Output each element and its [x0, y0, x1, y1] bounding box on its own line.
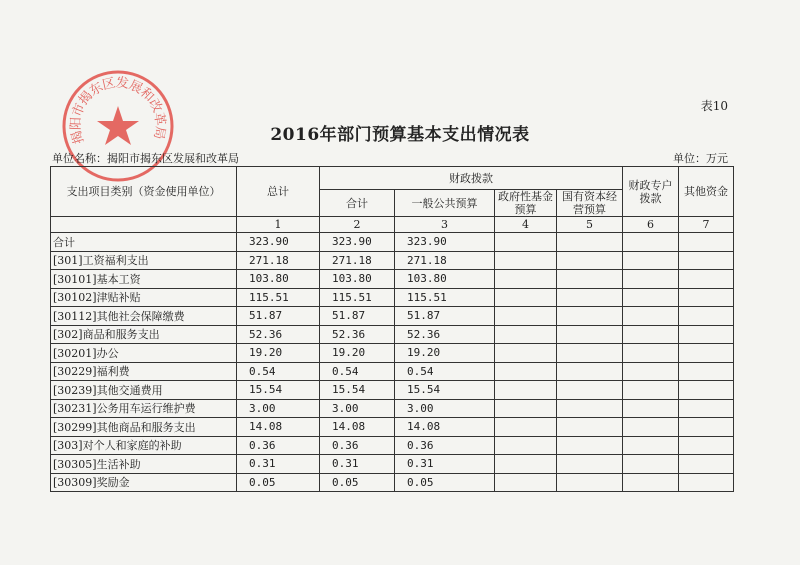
row-subtotal-cell: 0.36 [320, 436, 395, 455]
row-gov-fund-cell [495, 251, 557, 270]
page-title: 2016年部门预算基本支出情况表 [270, 125, 530, 145]
row-special-cell [623, 399, 679, 418]
row-subtotal-cell: 0.31 [320, 455, 395, 474]
row-gov-fund-cell [495, 455, 557, 474]
row-gov-fund-cell [495, 344, 557, 363]
table-row [51, 288, 734, 307]
row-gov-fund-cell [495, 307, 557, 326]
header-row-1 [51, 167, 734, 190]
row-other-cell [679, 344, 734, 363]
row-other-cell [679, 362, 734, 381]
row-special-cell [623, 307, 679, 326]
row-subtotal-cell: 0.54 [320, 362, 395, 381]
row-state-capital-cell [557, 455, 623, 474]
table-row [51, 344, 734, 363]
row-state-capital-cell [557, 436, 623, 455]
row-other-cell [679, 455, 734, 474]
row-special-cell [623, 325, 679, 344]
row-gov-fund-cell [495, 473, 557, 492]
row-special-cell [623, 344, 679, 363]
row-state-capital-cell [557, 362, 623, 381]
row-other-cell [679, 436, 734, 455]
row-gov-fund-cell [495, 270, 557, 289]
header-gov-fund: 政府性基金预算 [495, 190, 557, 217]
budget-table [50, 166, 734, 492]
row-total-cell: 52.36 [237, 325, 320, 344]
row-state-capital-cell [557, 233, 623, 252]
row-special-cell [623, 270, 679, 289]
row-total-cell: 19.20 [237, 344, 320, 363]
table-number: 表10 [700, 99, 728, 113]
row-name-cell: [30102]津贴补贴 [51, 288, 237, 307]
row-other-cell [679, 473, 734, 492]
index-cell-blank [51, 217, 237, 233]
row-special-cell [623, 233, 679, 252]
row-total-cell: 0.36 [237, 436, 320, 455]
row-general-budget-cell: 0.31 [395, 455, 495, 474]
row-subtotal-cell: 15.54 [320, 381, 395, 400]
row-general-budget-cell: 0.54 [395, 362, 495, 381]
row-general-budget-cell: 271.18 [395, 251, 495, 270]
row-general-budget-cell: 103.80 [395, 270, 495, 289]
row-state-capital-cell [557, 399, 623, 418]
row-special-cell [623, 455, 679, 474]
unit-label: 单位：万元 [673, 152, 728, 165]
row-other-cell [679, 307, 734, 326]
index-cell: 6 [623, 217, 679, 233]
row-subtotal-cell: 0.05 [320, 473, 395, 492]
row-subtotal-cell: 19.20 [320, 344, 395, 363]
row-name-cell: [30239]其他交通费用 [51, 381, 237, 400]
table-row [51, 418, 734, 437]
row-total-cell: 51.87 [237, 307, 320, 326]
row-name-cell: 合计 [51, 233, 237, 252]
row-total-cell: 14.08 [237, 418, 320, 437]
row-total-cell: 0.54 [237, 362, 320, 381]
row-special-cell [623, 436, 679, 455]
row-name-cell: [302]商品和服务支出 [51, 325, 237, 344]
row-gov-fund-cell [495, 325, 557, 344]
row-state-capital-cell [557, 325, 623, 344]
row-other-cell [679, 381, 734, 400]
row-state-capital-cell [557, 307, 623, 326]
row-special-cell [623, 288, 679, 307]
row-state-capital-cell [557, 288, 623, 307]
column-index-row [51, 217, 734, 233]
header-finance: 财政拨款 [320, 167, 623, 190]
row-general-budget-cell: 52.36 [395, 325, 495, 344]
row-state-capital-cell [557, 418, 623, 437]
row-subtotal-cell: 51.87 [320, 307, 395, 326]
svg-text:揭阳市揭东区发展和改革局: 揭阳市揭东区发展和改革局 [68, 75, 168, 146]
row-name-cell: [30231]公务用车运行维护费 [51, 399, 237, 418]
row-other-cell [679, 270, 734, 289]
header-special: 财政专户拨款 [623, 167, 679, 217]
header-total: 总计 [237, 167, 320, 217]
row-gov-fund-cell [495, 233, 557, 252]
table-row [51, 362, 734, 381]
row-total-cell: 0.31 [237, 455, 320, 474]
row-general-budget-cell: 3.00 [395, 399, 495, 418]
row-total-cell: 323.90 [237, 233, 320, 252]
row-special-cell [623, 381, 679, 400]
row-state-capital-cell [557, 381, 623, 400]
header-subtotal: 合计 [320, 190, 395, 217]
unit-name-label: 单位名称：揭阳市揭东区发展和改革局 [52, 152, 239, 165]
table-row [51, 455, 734, 474]
row-name-cell: [301]工资福利支出 [51, 251, 237, 270]
header-other: 其他资金 [679, 167, 734, 217]
index-cell: 7 [679, 217, 734, 233]
row-gov-fund-cell [495, 381, 557, 400]
table-row [51, 251, 734, 270]
row-general-budget-cell: 19.20 [395, 344, 495, 363]
row-special-cell [623, 473, 679, 492]
row-subtotal-cell: 52.36 [320, 325, 395, 344]
table-row [51, 381, 734, 400]
row-subtotal-cell: 323.90 [320, 233, 395, 252]
row-gov-fund-cell [495, 362, 557, 381]
table-row [51, 233, 734, 252]
row-general-budget-cell: 115.51 [395, 288, 495, 307]
table-row [51, 307, 734, 326]
row-special-cell [623, 418, 679, 437]
row-total-cell: 0.05 [237, 473, 320, 492]
header-category: 支出项目类别（资金使用单位） [51, 167, 237, 217]
row-other-cell [679, 233, 734, 252]
row-state-capital-cell [557, 270, 623, 289]
row-name-cell: [30112]其他社会保障缴费 [51, 307, 237, 326]
row-general-budget-cell: 0.36 [395, 436, 495, 455]
table-row [51, 436, 734, 455]
table-row [51, 270, 734, 289]
row-total-cell: 103.80 [237, 270, 320, 289]
row-gov-fund-cell [495, 436, 557, 455]
row-other-cell [679, 325, 734, 344]
row-total-cell: 3.00 [237, 399, 320, 418]
row-general-budget-cell: 323.90 [395, 233, 495, 252]
row-other-cell [679, 418, 734, 437]
row-other-cell [679, 288, 734, 307]
row-state-capital-cell [557, 473, 623, 492]
row-name-cell: [30309]奖励金 [51, 473, 237, 492]
index-cell: 4 [495, 217, 557, 233]
row-total-cell: 15.54 [237, 381, 320, 400]
row-name-cell: [30305]生活补助 [51, 455, 237, 474]
index-cell: 1 [237, 217, 320, 233]
index-cell: 3 [395, 217, 495, 233]
table-row [51, 399, 734, 418]
row-special-cell [623, 362, 679, 381]
unit-info-row [52, 150, 732, 166]
row-name-cell: [30299]其他商品和服务支出 [51, 418, 237, 437]
index-cell: 5 [557, 217, 623, 233]
row-subtotal-cell: 14.08 [320, 418, 395, 437]
row-total-cell: 271.18 [237, 251, 320, 270]
header-general-budget: 一般公共预算 [395, 190, 495, 217]
row-general-budget-cell: 51.87 [395, 307, 495, 326]
header-state-capital: 国有资本经营预算 [557, 190, 623, 217]
row-gov-fund-cell [495, 288, 557, 307]
row-name-cell: [303]对个人和家庭的补助 [51, 436, 237, 455]
row-subtotal-cell: 271.18 [320, 251, 395, 270]
row-general-budget-cell: 14.08 [395, 418, 495, 437]
row-general-budget-cell: 0.05 [395, 473, 495, 492]
row-other-cell [679, 399, 734, 418]
row-name-cell: [30101]基本工资 [51, 270, 237, 289]
table-row [51, 473, 734, 492]
row-state-capital-cell [557, 344, 623, 363]
table-body [51, 233, 734, 492]
row-gov-fund-cell [495, 399, 557, 418]
row-gov-fund-cell [495, 418, 557, 437]
row-total-cell: 115.51 [237, 288, 320, 307]
row-subtotal-cell: 115.51 [320, 288, 395, 307]
index-cell: 2 [320, 217, 395, 233]
row-state-capital-cell [557, 251, 623, 270]
row-name-cell: [30229]福利费 [51, 362, 237, 381]
row-subtotal-cell: 3.00 [320, 399, 395, 418]
row-special-cell [623, 251, 679, 270]
row-other-cell [679, 251, 734, 270]
row-name-cell: [30201]办公 [51, 344, 237, 363]
table-row [51, 325, 734, 344]
row-subtotal-cell: 103.80 [320, 270, 395, 289]
row-general-budget-cell: 15.54 [395, 381, 495, 400]
